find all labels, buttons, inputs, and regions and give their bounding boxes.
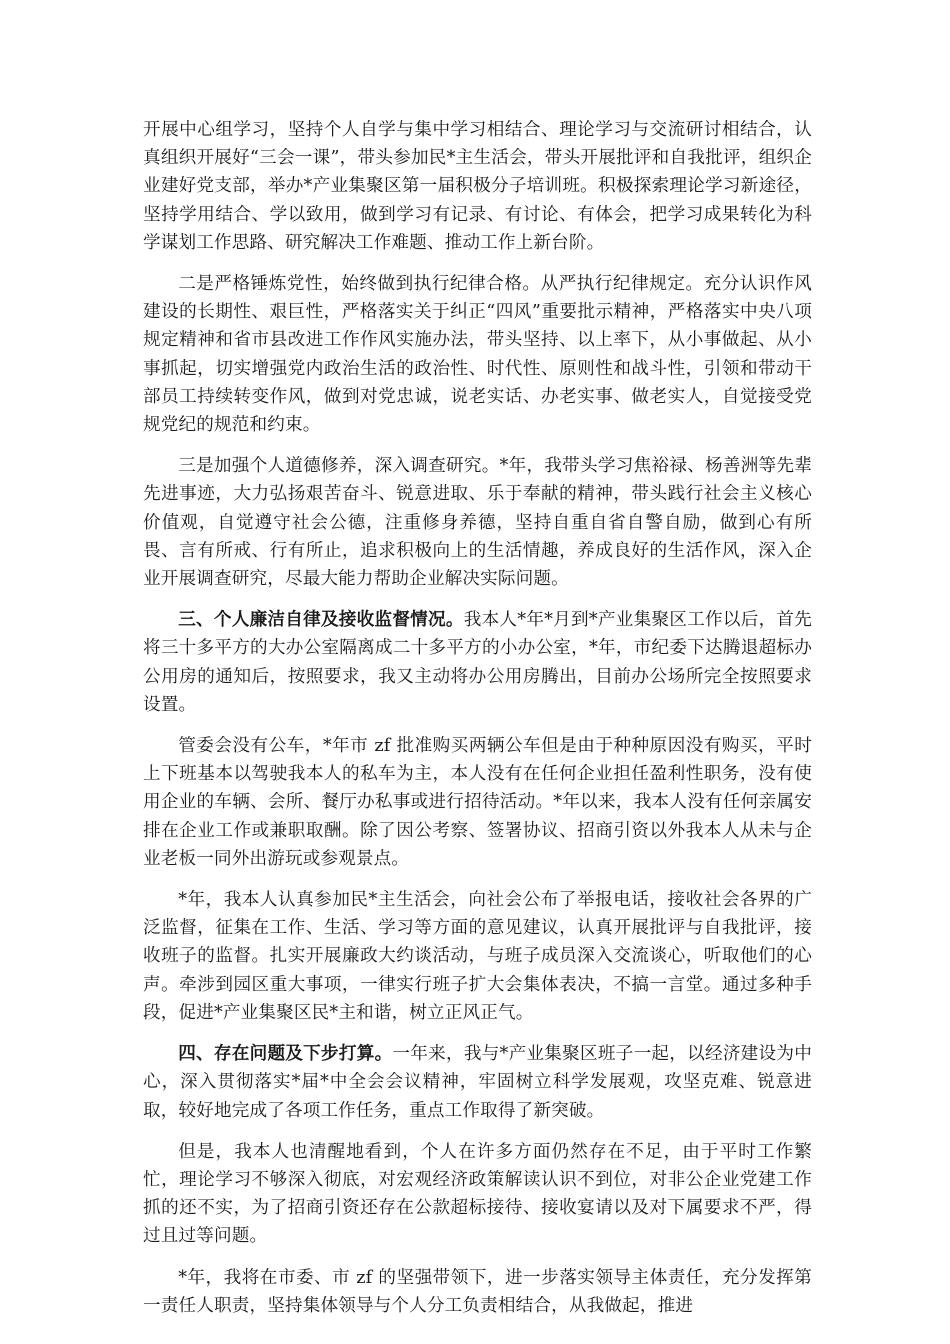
- paragraph-problems: [143, 1040, 812, 1125]
- paragraph-discipline: [143, 270, 812, 439]
- paragraph-text: 开展中心组学习，坚持个人自学与集中学习相结合、理论学习与交流研讨相结合，认真组织开展好“三会一课”，带头参加民*主生活会，带头开展批评和自我批评，组织企业建好党支部，举办*产业集聚区第一届积极分子培训班。积极探索理论学习新途径，坚持学用结合、学以致用，做到学习有记录、有讨论、有体会，把学习成果转化为科学谋划工作思路、研究解决工作难题、推动工作上新台阶。: [143, 120, 812, 253]
- paragraph-plans: [143, 1264, 812, 1320]
- paragraph-text: 一年来，我与*产业集聚区班子一起，以经济建设为中心，深入贯彻落实*届*中全会会议精神，牢固树立科学发展观，攻坚克难、锐意进取，较好地完成了各项工作任务，重点工作取得了新突破。: [143, 1044, 812, 1121]
- paragraph-supervision: [143, 886, 812, 1027]
- paragraph-text: *年，我本人认真参加民*主生活会，向社会公布了举报电话，接收社会各界的广泛监督，征集在工作、生活、学习等方面的意见建议，认真开展批评与自我批评，接收班子的监督。扎实开展廉政大约谈活动，与班子成员深入交流谈心，听取他们的心声。牵涉到园区重大事项，一律实行班子扩大会集体表决，不搞一言堂。通过多种手段，促进*产业集聚区民*主和谐，树立正风正气。: [143, 890, 812, 1023]
- section-heading: 四、存在问题及下步打算。: [178, 1044, 393, 1065]
- section-heading: 三、个人廉洁自律及接收监督情况。: [178, 610, 464, 631]
- paragraph-text: 但是，我本人也清醒地看到，个人在许多方面仍然存在不足，由于平时工作繁忙，理论学习不够深入彻底，对宏观经济政策解读认识不到位，对非公企业党建工作抓的还不实，为了招商引资还存在公款超标接待、接收宴请以及对下属要求不严，得过且过等问题。: [143, 1141, 812, 1247]
- paragraph-integrity: [143, 606, 812, 719]
- paragraph-vehicles: [143, 732, 812, 873]
- paragraph-study: [143, 116, 812, 257]
- paragraph-text: 三是加强个人道德修养，深入调查研究。*年，我带头学习焦裕禄、杨善洲等先辈先进事迹，大力弘扬艰苦奋斗、锐意进取、乐于奉献的精神，带头践行社会主义核心价值观，自觉遵守社会公德，注重修身养德，坚持自重自省自警自励，做到心有所畏、言有所戒、行有所止，追求积极向上的生活情趣，养成良好的生活作风，深入企业开展调查研究，尽最大能力帮助企业解决实际问题。: [143, 456, 812, 590]
- paragraph-text: 管委会没有公车，*年市 zf 批准购买两辆公车但是由于种种原因没有购买，平时上下班基本以驾驶我本人的私车为主，本人没有在任何企业担任盈利性职务，没有使用企业的车辆、会所、餐厅办私事或进行招待活动。*年以来，我本人没有任何亲属安排在企业工作或兼职取酬。除了因公考察、签署协议、招商引资以外我本人从未与企业老板一同外出游玩或参观景点。: [143, 736, 812, 869]
- document-body: [143, 116, 812, 1333]
- paragraph-text: 二是严格锤炼党性，始终做到执行纪律合格。从严执行纪律规定。充分认识作风建设的长期性、艰巨性，严格落实关于纠正“四风”重要批示精神，严格落实中央八项规定精神和省市县改进工作作风实施办法，带头坚持、以上率下，从小事做起、从小事抓起，切实增强党内政治生活的政治性、时代性、原则性和战斗性，引领和带动干部员工持续转变作风，做到对党忠诚，说老实话、办老实事、做老实人，自觉接受党规党纪的规范和约束。: [143, 274, 812, 436]
- paragraph-text: *年，我将在市委、市 zf 的坚强带领下，进一步落实领导主体责任，充分发挥第一责任人职责，坚持集体领导与个人分工负责相结合，从我做起，推进: [143, 1267, 812, 1316]
- paragraph-text: 我本人*年*月到*产业集聚区工作以后，首先将三十多平方的大办公室隔离成二十多平方的小办公室，*年，市纪委下达腾退超标办公用房的通知后，按照要求，我又主动将办公用房腾出，目前办公场所完全按照要求设置。: [143, 610, 813, 715]
- paragraph-shortcomings: [143, 1138, 812, 1251]
- paragraph-morality: [143, 452, 812, 593]
